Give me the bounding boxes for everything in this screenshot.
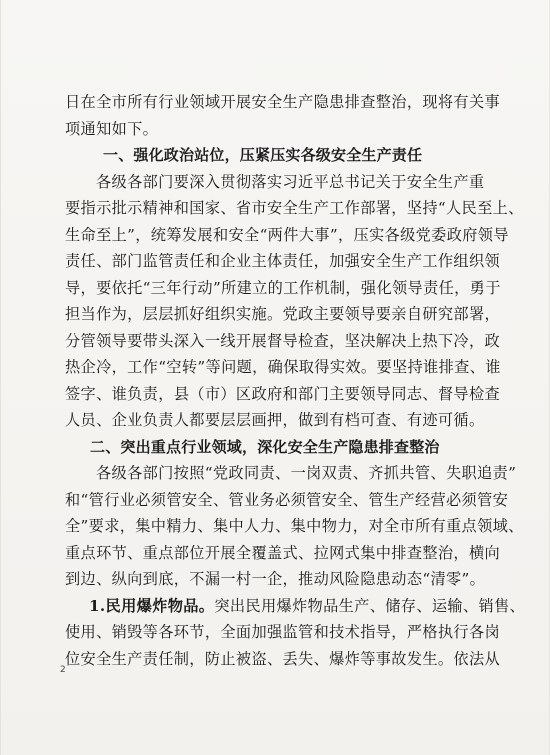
page-number: 2: [60, 665, 66, 675]
paragraph-line: 导，要依托“三年行动”所建立的工作机制，强化领导责任，勇于: [65, 278, 501, 297]
paragraph-line: 使用、销毁等各环节，全面加强监管和技术指导，严格执行各岗: [65, 623, 501, 641]
paragraph-line: 签字、谁负责，县（市）区政府和部门主要领导同志、督导检查: [65, 384, 501, 403]
paragraph-line: 担当作为，层层抓好组织实施。党政主要领导要亲自研究部署，: [65, 305, 501, 323]
subsection-title: 1.民用爆炸物品。: [89, 596, 215, 615]
paragraph-line: 日在全市所有行业领域开展安全生产隐患排查整治，现将有关事: [65, 93, 501, 111]
paragraph-line: 重点环节、重点部位开展全覆盖式、拉网式集中排查整治，横向: [65, 543, 501, 562]
document-body: [65, 89, 526, 672]
paragraph-line: 和“管行业必须管安全、管业务必须管安全、管生产经营必须管安: [65, 490, 509, 509]
paragraph-line: 分管领导要带头深入一线开展督导检查，坚决解决上热下冷，政: [65, 331, 501, 350]
subsection-line: [65, 593, 526, 620]
paragraph-line: 人员、企业负责人都要层层画押，做到有档可查、有迹可循。: [65, 411, 485, 429]
paragraph-line: 全”要求，集中精力、集中人力、集中物力，对全市所有重点领域、: [65, 517, 524, 535]
paragraph-line: 各级各部门按照“党政同责、一岗双责、齐抓共管、失职追责”: [96, 464, 517, 482]
paragraph-line: 生命至上”，统筹发展和安全“两件大事”，压实各级党委政府领导: [65, 225, 509, 244]
paragraph-line: 位安全生产责任制，防止被盗、丢失、爆炸等事故发生。依法从: [65, 649, 501, 668]
paragraph-line: 责任、部门监管责任和企业主体责任，加强安全生产工作组织领: [65, 252, 501, 270]
section-heading-2: 二、突出重点行业领域，深化安全生产隐患排查整治: [90, 437, 440, 456]
paragraph-line: 要指示批示精神和国家、省市安全生产工作部署，坚持“人民至上、: [65, 199, 524, 217]
paragraph-line: 项通知如下。: [65, 119, 159, 138]
paragraph-line: 热企冷，工作“空转”等问题，确保取得实效。要坚持谁排查、谁: [65, 358, 501, 376]
paragraph-line: 各级各部门要深入贯彻落实习近平总书记关于安全生产重: [96, 172, 485, 191]
paragraph-line: 到边、纵向到底，不漏一村一企，推动风险隐患动态“清零”。: [65, 570, 486, 588]
section-heading-1: 一、强化政治站位，压紧压实各级安全生产责任: [103, 146, 423, 164]
subsection-text: 突出民用爆炸物品生产、储存、运输、销售、: [214, 596, 526, 615]
